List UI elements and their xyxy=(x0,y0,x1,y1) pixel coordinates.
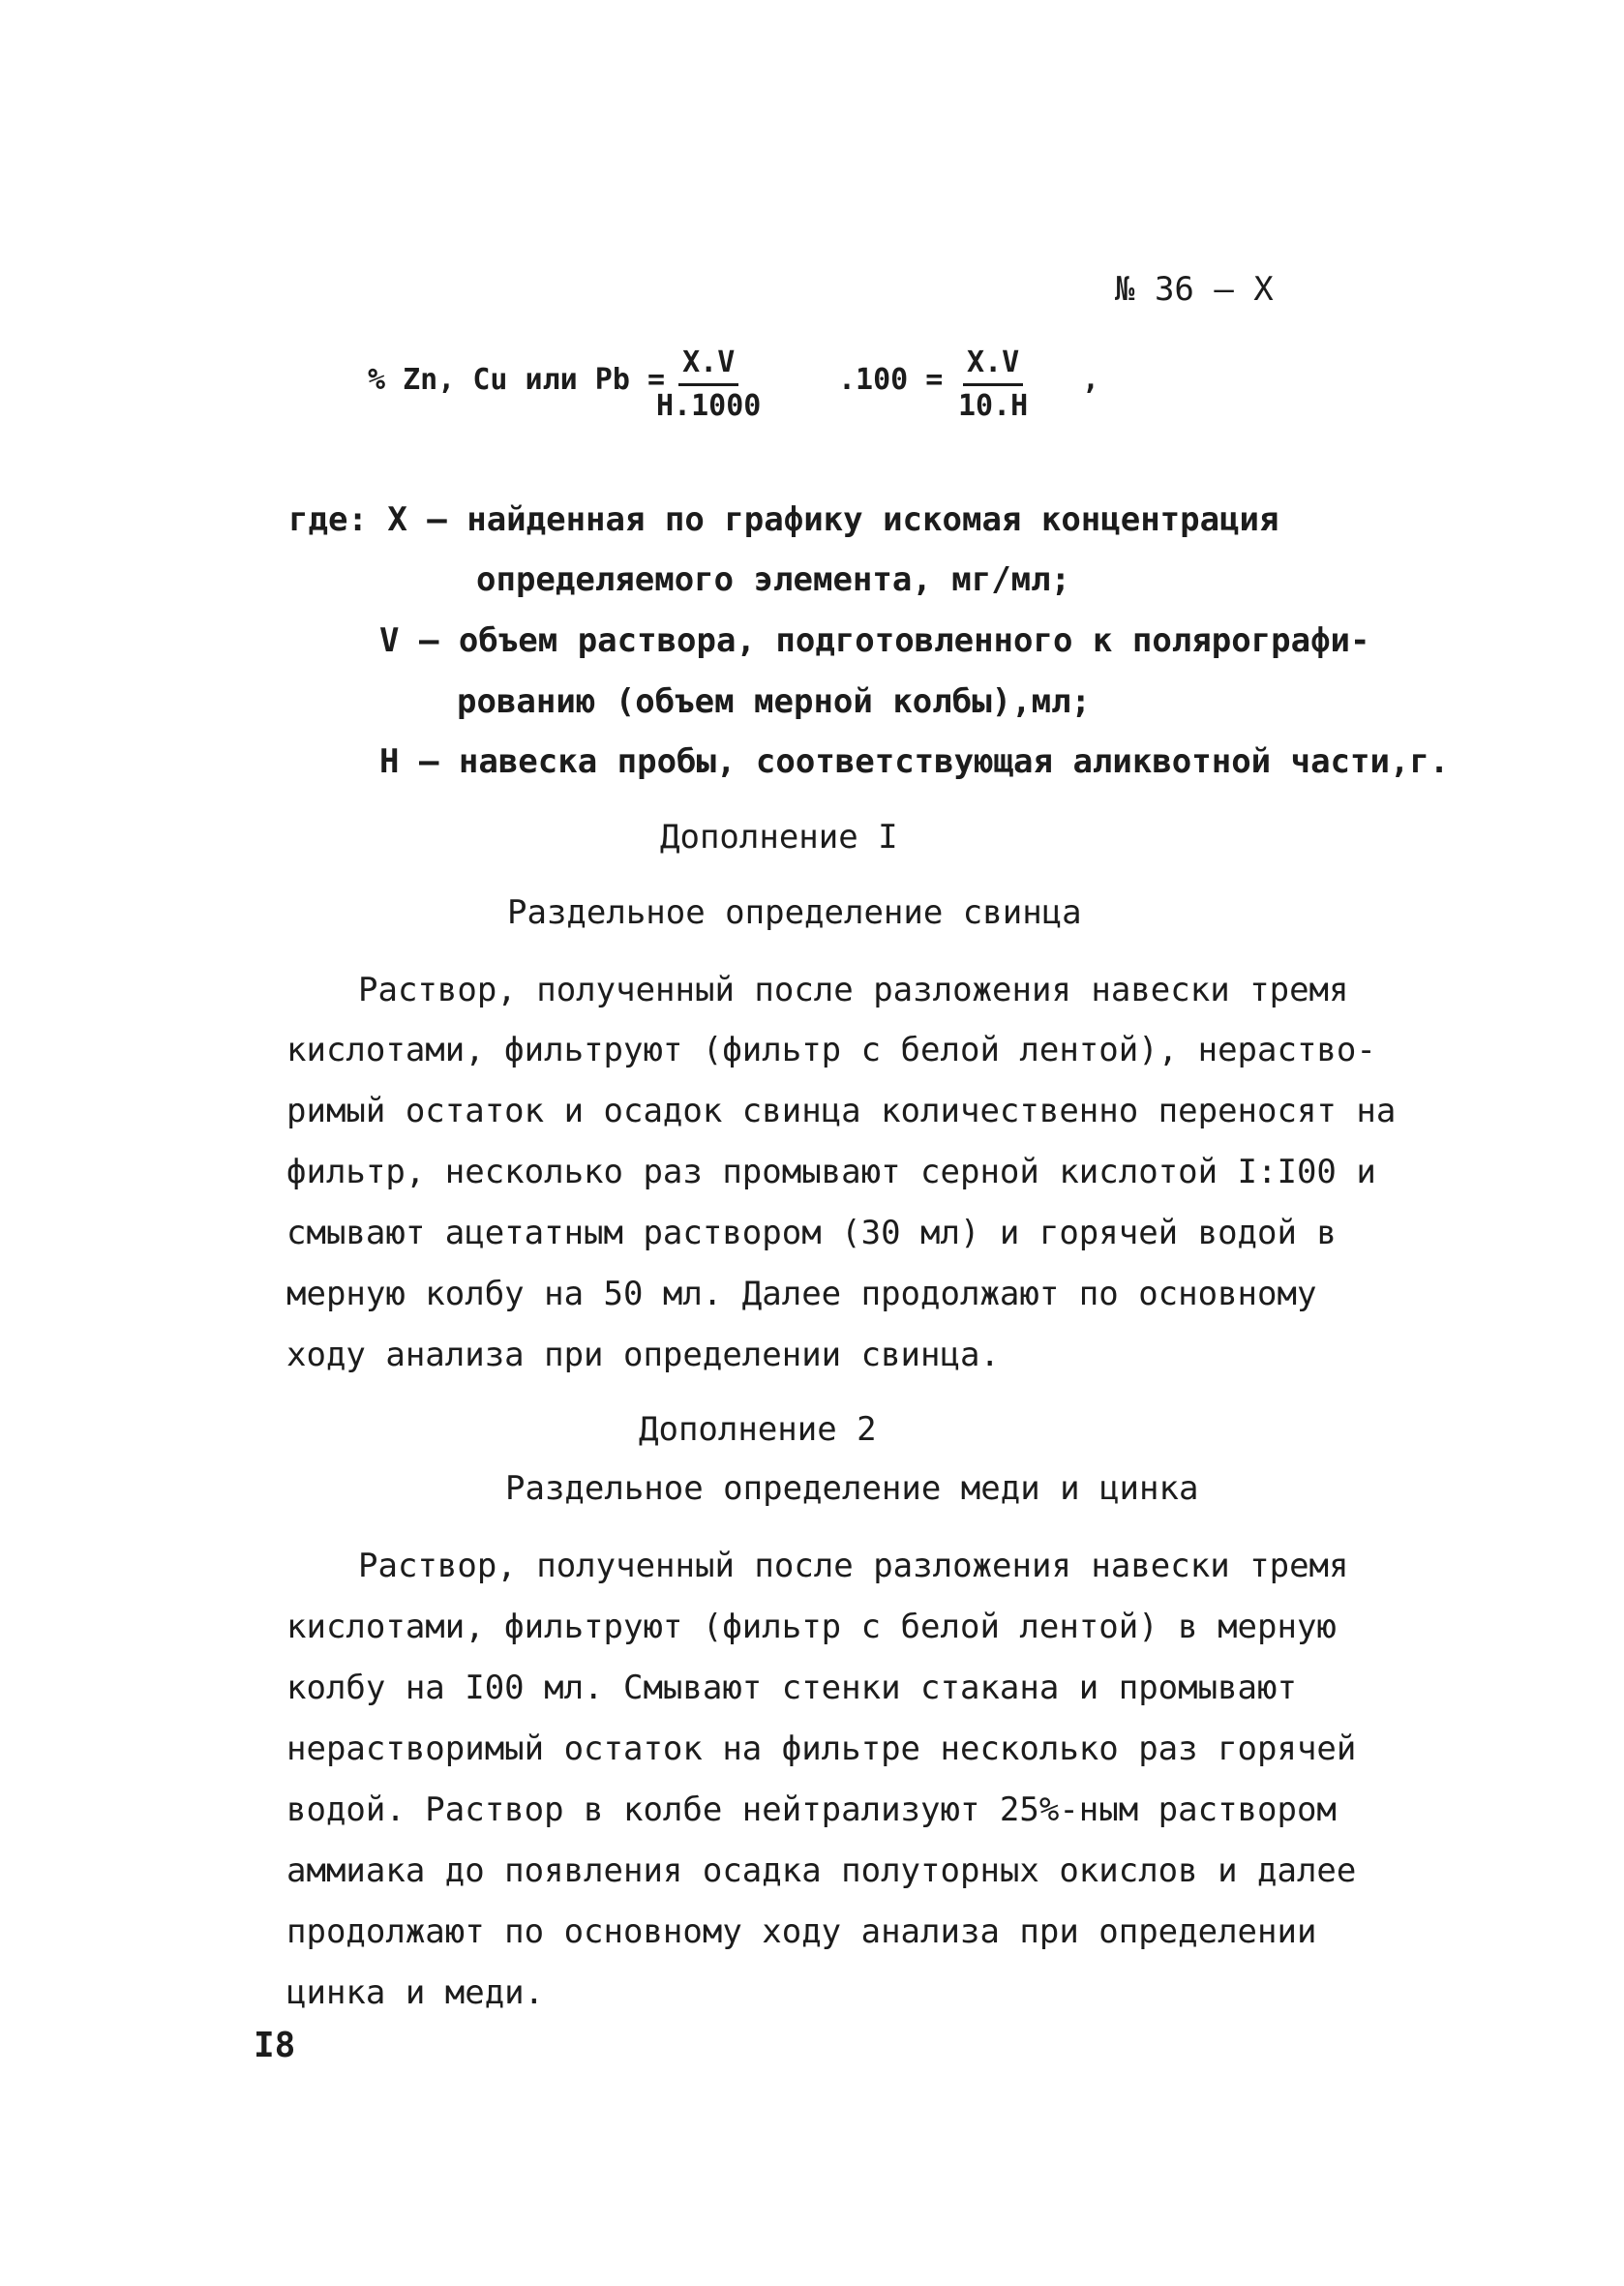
paragraph-line: цинка и меди. xyxy=(286,1973,545,2012)
paragraph-line: Раствор, полученный после разложения навески тремя xyxy=(358,1547,1349,1585)
formula-multiplier: .100 = xyxy=(838,363,944,397)
paragraph-line: продолжают по основному ходу анализа при определении xyxy=(286,1912,1317,1951)
legend-line: рованию (объем мерной колбы),мл; xyxy=(457,682,1092,721)
paragraph-line: смывают ацетатным раствором (30 мл) и горячей водой в xyxy=(286,1214,1337,1252)
formula-lhs: % Zn, Cu или Pb = xyxy=(368,363,666,397)
fraction-2-denominator: 10.H xyxy=(958,389,1029,423)
formula-fraction-2 xyxy=(958,348,1028,421)
paragraph-line: колбу на I00 мл. Смывают стенки стакана и промывают xyxy=(286,1669,1297,1707)
formula-fraction-1 xyxy=(656,348,761,421)
paragraph-line: водой. Раствор в колбе нейтрализуют 25%-ным раствором xyxy=(286,1790,1337,1829)
fraction-1-numerator: X.V xyxy=(678,348,738,386)
paragraph-line: фильтр, несколько раз промывают серной кислотой I:I00 и xyxy=(286,1153,1376,1191)
fraction-1-denominator: H.1000 xyxy=(656,389,762,423)
appendix-2-title: Дополнение 2 xyxy=(639,1410,877,1449)
appendix-1-title: Дополнение I xyxy=(660,818,898,857)
paragraph-line: аммиака до появления осадка полуторных окислов и далее xyxy=(286,1851,1357,1890)
paragraph-line: кислотами, фильтруют (фильтр с белой лентой), нераство- xyxy=(286,1031,1376,1069)
paragraph-line: кислотами, фильтруют (фильтр с белой лентой) в мерную xyxy=(286,1608,1337,1646)
paragraph-line: римый остаток и осадок свинца количественно переносят на xyxy=(286,1092,1397,1130)
formula-tail: , xyxy=(1082,363,1100,397)
appendix-2-subtitle: Раздельное определение меди и цинка xyxy=(505,1469,1199,1508)
paragraph-line: ходу анализа при определении свинца. xyxy=(286,1336,1000,1374)
legend-line: V – объем раствора, подготовленного к полярографи- xyxy=(379,621,1370,660)
page-number: I8 xyxy=(254,2026,296,2065)
fraction-2-numerator: X.V xyxy=(963,348,1023,386)
paragraph-line: Раствор, полученный после разложения навески тремя xyxy=(358,971,1349,1009)
legend-line: H – навеска пробы, соответствующая аликвотной части,г. xyxy=(379,742,1450,781)
paragraph-line: нерастворимый остаток на фильтре несколько раз горячей xyxy=(286,1730,1357,1768)
appendix-1-subtitle: Раздельное определение свинца xyxy=(507,893,1082,932)
legend-line: определяемого элемента, мг/мл; xyxy=(476,560,1071,599)
document-number: № 36 – X xyxy=(1115,270,1274,309)
legend-line: где: X – найденная по графику искомая концентрация xyxy=(288,500,1279,539)
paragraph-line: мерную колбу на 50 мл. Далее продолжают по основному xyxy=(286,1275,1317,1313)
